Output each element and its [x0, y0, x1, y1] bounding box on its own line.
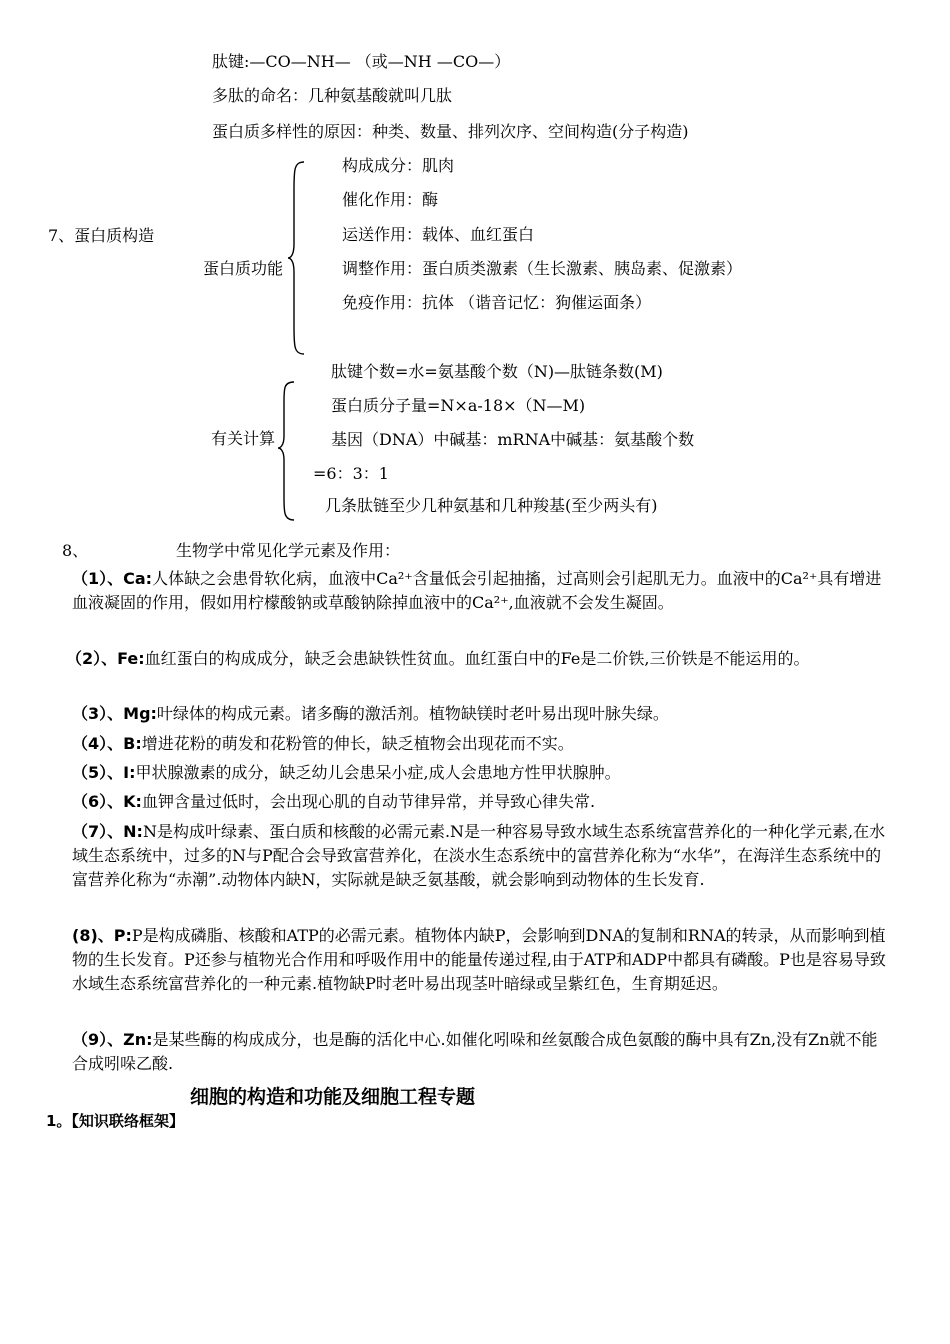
- item-text: 血钾含量过低时，会出现心肌的自动节律异常，并导致心律失常.: [141, 792, 596, 811]
- section-8-heading: 生物学中常见化学元素及作用：: [176, 541, 401, 560]
- element-symbol: Ca:: [123, 569, 153, 588]
- protein-function-label: 蛋白质功能: [203, 259, 284, 278]
- item-label: （3）、: [72, 704, 124, 723]
- element-item: [72, 924, 892, 996]
- peptide-bond-line: 肽键:—CO—NH— （或—NH —CO—）: [212, 52, 511, 71]
- element-symbol: N:: [123, 822, 143, 841]
- element-item: [72, 790, 892, 814]
- function-item: 免疫作用：抗体 （谐音记忆：狗催运面条）: [342, 293, 652, 312]
- element-item: [72, 567, 892, 615]
- calculation-label: 有关计算: [211, 429, 276, 448]
- function-item: 运送作用：载体、血红蛋白: [342, 225, 535, 244]
- item-label: （5）、: [72, 763, 124, 782]
- function-item: 调整作用：蛋白质类激素（生长激素、胰岛素、促激素）: [342, 259, 743, 278]
- function-item: 构成成分：肌肉: [342, 156, 455, 175]
- calc-item: 几条肽链至少几种氨基和几种羧基(至少两头有): [325, 496, 658, 515]
- item-label: （2）、: [66, 649, 118, 668]
- element-item: [72, 702, 892, 726]
- calc-item: 蛋白质分子量=N×a-18×（N—M): [331, 396, 586, 415]
- polypeptide-naming-line: 多肽的命名：几种氨基酸就叫几肽: [212, 86, 453, 105]
- element-item: [72, 1028, 892, 1076]
- item-text: P是构成磷脂、核酸和ATP的必需元素。植物体内缺P，会影响到DNA的复制和RNA的转录，从而影响到植物的生长发育。P还参与植物光合作用和呼吸作用中的能量传递过程,由于ATP和ADP中都具有磷酸。P也是容易导致水域生态系统富营养化的一种元素.植物缺P时老叶易出现茎叶暗绿或呈紫红色，生育期延迟。: [72, 926, 886, 993]
- item-label: （7）、: [72, 822, 124, 841]
- item-label: （4）、: [72, 734, 124, 753]
- section-8-number: 8、: [62, 541, 89, 560]
- calc-brace: [276, 380, 296, 522]
- function-brace: [286, 160, 306, 356]
- item-label: （1）、: [72, 569, 124, 588]
- calc-item: 肽键个数=水=氨基酸个数（N)—肽链条数(M): [331, 362, 663, 381]
- element-item: [72, 732, 892, 756]
- item-text: 是某些酶的构成成分，也是酶的活化中心.如催化吲哚和丝氨酸合成色氨酸的酶中具有Zn,没有Zn就不能合成吲哚乙酸.: [72, 1030, 878, 1073]
- item-text: 增进花粉的萌发和花粉管的伸长，缺乏植物会出现花而不实。: [141, 734, 574, 753]
- item-label: （9）、: [72, 1030, 124, 1049]
- element-symbol: K:: [123, 792, 142, 811]
- cell-section-title: 细胞的构造和功能及细胞工程专题: [190, 1086, 476, 1108]
- item-label: (8)、: [72, 926, 114, 945]
- knowledge-framework-heading: 1。【知识联络框架】: [46, 1112, 184, 1130]
- element-item: [66, 647, 892, 671]
- item-text: 血红蛋白的构成成分，缺乏会患缺铁性贫血。血红蛋白中的Fe是二价铁,三价铁是不能运用的。: [144, 649, 810, 668]
- element-symbol: Fe:: [117, 649, 145, 668]
- calc-item: 基因（DNA）中碱基：mRNA中碱基：氨基酸个数: [331, 430, 695, 449]
- element-item: [72, 820, 892, 892]
- item-text: 甲状腺激素的成分，缺乏幼儿会患呆小症,成人会患地方性甲状腺肿。: [135, 763, 621, 782]
- item-text: 人体缺之会患骨软化病，血液中Ca²⁺含量低会引起抽搐，过高则会引起肌无力。血液中的Ca²⁺具有增进血液凝固的作用，假如用柠檬酸钠或草酸钠除掉血液中的Ca²⁺,血液就不会发生凝固。: [72, 569, 882, 612]
- function-item: 催化作用：酶: [342, 190, 439, 209]
- element-symbol: P:: [113, 926, 132, 945]
- element-item: [72, 761, 892, 785]
- protein-diversity-line: 蛋白质多样性的原因：种类、数量、排列次序、空间构造(分子构造): [212, 122, 689, 141]
- element-symbol: Mg:: [123, 704, 157, 723]
- item-label: （6）、: [72, 792, 124, 811]
- element-symbol: I:: [123, 763, 136, 782]
- item-text: N是构成叶绿素、蛋白质和核酸的必需元素.N是一种容易导致水域生态系统富营养化的一种化学元素,在水域生态系统中，过多的N与P配合会导致富营养化，在淡水生态系统中的富营养化称为“水华”，在海洋生态系统中的富营养化称为“赤潮”.动物体内缺N，实际就是缺乏氨基酸，就会影响到动物体的生长发育.: [72, 822, 886, 889]
- item-text: 叶绿体的构成元素。诸多酶的激活剂。植物缺镁时老叶易出现叶脉失绿。: [156, 704, 669, 723]
- protein-structure-heading: 7、蛋白质构造: [48, 226, 155, 245]
- calc-item: =6：3：1: [313, 464, 389, 483]
- element-symbol: Zn:: [123, 1030, 153, 1049]
- element-symbol: B:: [123, 734, 142, 753]
